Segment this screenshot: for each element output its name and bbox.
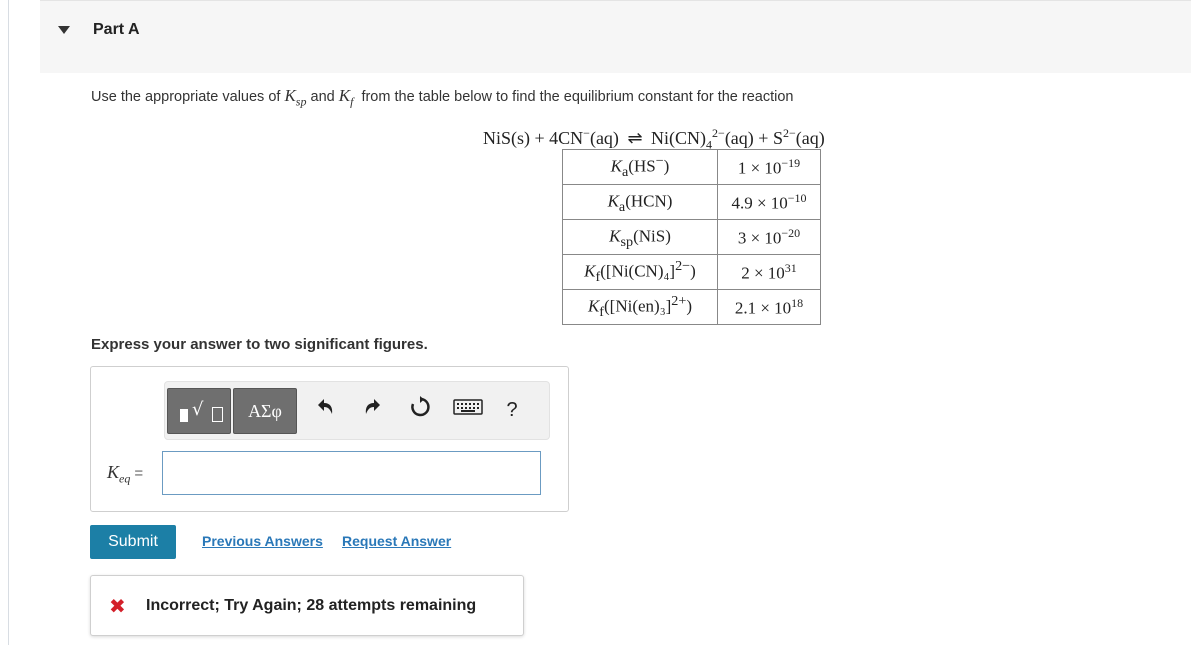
reset-icon[interactable] [407, 396, 433, 424]
question-text: Use the appropriate values of $K_{sp}$ and $K_f$ from the table below to find the equilibrium constant for the reaction [91, 86, 794, 109]
keq-label: $K_{eq}$ = [107, 462, 144, 486]
collapse-caret-icon[interactable] [58, 26, 70, 34]
keq-answer-input[interactable] [162, 451, 541, 495]
constant-value-cell: $2 \times 10^{31}$ [718, 255, 821, 290]
redo-icon[interactable] [360, 396, 386, 424]
table-row [563, 220, 821, 255]
math-toolbar [164, 381, 550, 440]
constant-name-cell: $K_a(HCN)$ [563, 185, 718, 220]
constant-value-cell: $3 \times 10^{-20}$ [718, 220, 821, 255]
constant-name-cell: $K_f([Ni(en)_3]^{2+})$ [563, 290, 718, 325]
keyboard-icon[interactable] [452, 396, 484, 424]
constant-name-cell: $K_f([Ni(CN)_4]^{2-})$ [563, 255, 718, 290]
undo-icon[interactable] [312, 396, 338, 424]
left-border-line [8, 0, 9, 645]
table-row [563, 290, 821, 325]
constant-value-cell: $4.9 \times 10^{-10}$ [718, 185, 821, 220]
constant-value-cell: $2.1 \times 10^{18}$ [718, 290, 821, 325]
help-icon[interactable]: ? [506, 399, 518, 421]
answer-panel [90, 366, 569, 512]
request-answer-link[interactable]: Request Answer [342, 533, 452, 549]
part-header[interactable] [40, 0, 1191, 73]
table-row [563, 255, 821, 290]
constants-table [562, 149, 821, 325]
table-row [563, 185, 821, 220]
templates-icon [180, 409, 188, 422]
instructions: Express your answer to two significant figures. [91, 336, 428, 353]
table-row [563, 150, 821, 185]
feedback-panel [90, 575, 524, 636]
templates-button[interactable]: √ [167, 388, 231, 434]
reaction-equation: NiS(s) + 4CN−(aq) ⇌ $Ni(CN)_4^{2-}(aq) + S^{2-}(aq)$ [483, 126, 825, 152]
greek-symbols-button[interactable]: ΑΣφ [233, 388, 297, 434]
feedback-text: Incorrect; Try Again; 28 attempts remaining [146, 597, 477, 614]
constant-name-cell: $K_a(HS^-)$ [563, 150, 718, 185]
previous-answers-link[interactable]: Previous Answers [202, 533, 323, 549]
part-title: Part A [93, 21, 140, 38]
incorrect-x-icon: ✖ [109, 594, 126, 618]
constant-value-cell: $1 \times 10^{-19}$ [718, 150, 821, 185]
constant-name-cell: $K_{sp}(NiS)$ [563, 220, 718, 255]
submit-button[interactable]: Submit [90, 525, 176, 559]
